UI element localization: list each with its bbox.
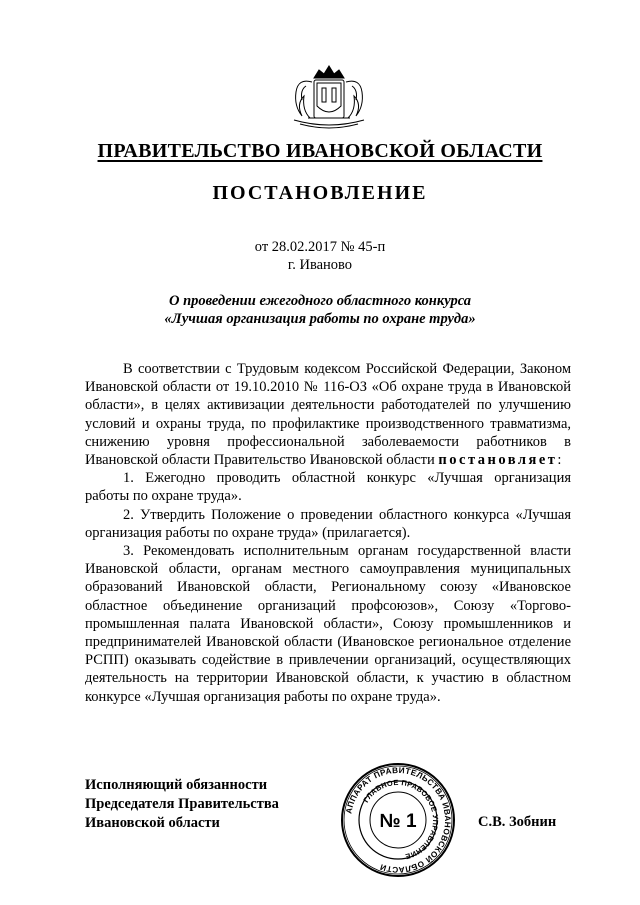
coat-of-arms-icon bbox=[284, 60, 374, 130]
intro-text: В соответствии с Трудовым кодексом Российской Федерации, Законом Ивановской области от 19.10.2010 № 116-ОЗ «Об охране труда в Ивановской области», в целях активизации деятельности работодателей по улучшению условий и охраны труда, по профилактике производственного травматизма, снижению уровня профессиональной заболеваемости работников в Ивановской области Правительство Ивановской области bbox=[85, 361, 571, 469]
signer-name: С.В. Зобнин bbox=[478, 814, 557, 830]
document-subject bbox=[0, 292, 640, 328]
signature-line-2: Председателя Правительства bbox=[85, 796, 279, 812]
document-meta bbox=[0, 238, 640, 274]
item-3: 3. Рекомендовать исполнительным органам государственной власти Ивановской области, органам местного самоуправления муниципальных образований Ивановской области, Региональному союзу «Ивановское областное объединение организаций профсоюзов», Союзу «Торгово-промышленная палата Ивановской области», Союзу промышленников и предпринимателей Ивановской области (Ивановское региональное отделение РСПП) оказывать содействие в привлечении организаций, осуществляющих деятельность на территории Ивановской области, к участию в областном конкурсе «Лучшая организация работы по охране труда». bbox=[85, 543, 571, 705]
signature-line-3: Ивановской области bbox=[85, 815, 220, 831]
intro-verb: постановляет bbox=[438, 452, 558, 469]
document-body bbox=[85, 360, 571, 706]
stamp-inner-text: ГЛАВНОЕ ПРАВОВОЕ УПРАВЛЕНИЕ bbox=[361, 777, 441, 862]
document-date-number: от 28.02.2017 № 45-п bbox=[254, 239, 386, 255]
intro-paragraph bbox=[85, 360, 571, 469]
item-1: 1. Ежегодно проводить областной конкурс «Лучшая организация работы по охране труда». bbox=[85, 470, 571, 505]
stamp-number: № 1 bbox=[379, 811, 417, 832]
subject-line-1: О проведении ежегодного областного конкурса bbox=[168, 293, 472, 309]
stamp-outer-text: АППАРАТ ПРАВИТЕЛЬСТВА ИВАНОВСКОЙ ОБЛАСТИ bbox=[344, 765, 453, 875]
item-2: 2. Утвердить Положение о проведении областного конкурса «Лучшая организация работы по охране труда» (прилагается). bbox=[85, 506, 571, 541]
signature-position bbox=[85, 776, 279, 833]
signature-line-1: Исполняющий обязанности bbox=[85, 777, 268, 793]
stamp-seal-icon bbox=[340, 762, 456, 878]
document-type: ПОСТАНОВЛЕНИЕ bbox=[212, 182, 428, 204]
intro-end: : bbox=[557, 452, 562, 469]
subject-line-2: «Лучшая организация работы по охране труда» bbox=[164, 311, 476, 327]
document-city: г. Иваново bbox=[287, 257, 353, 273]
organization-title: ПРАВИТЕЛЬСТВО ИВАНОВСКОЙ ОБЛАСТИ bbox=[97, 140, 543, 162]
